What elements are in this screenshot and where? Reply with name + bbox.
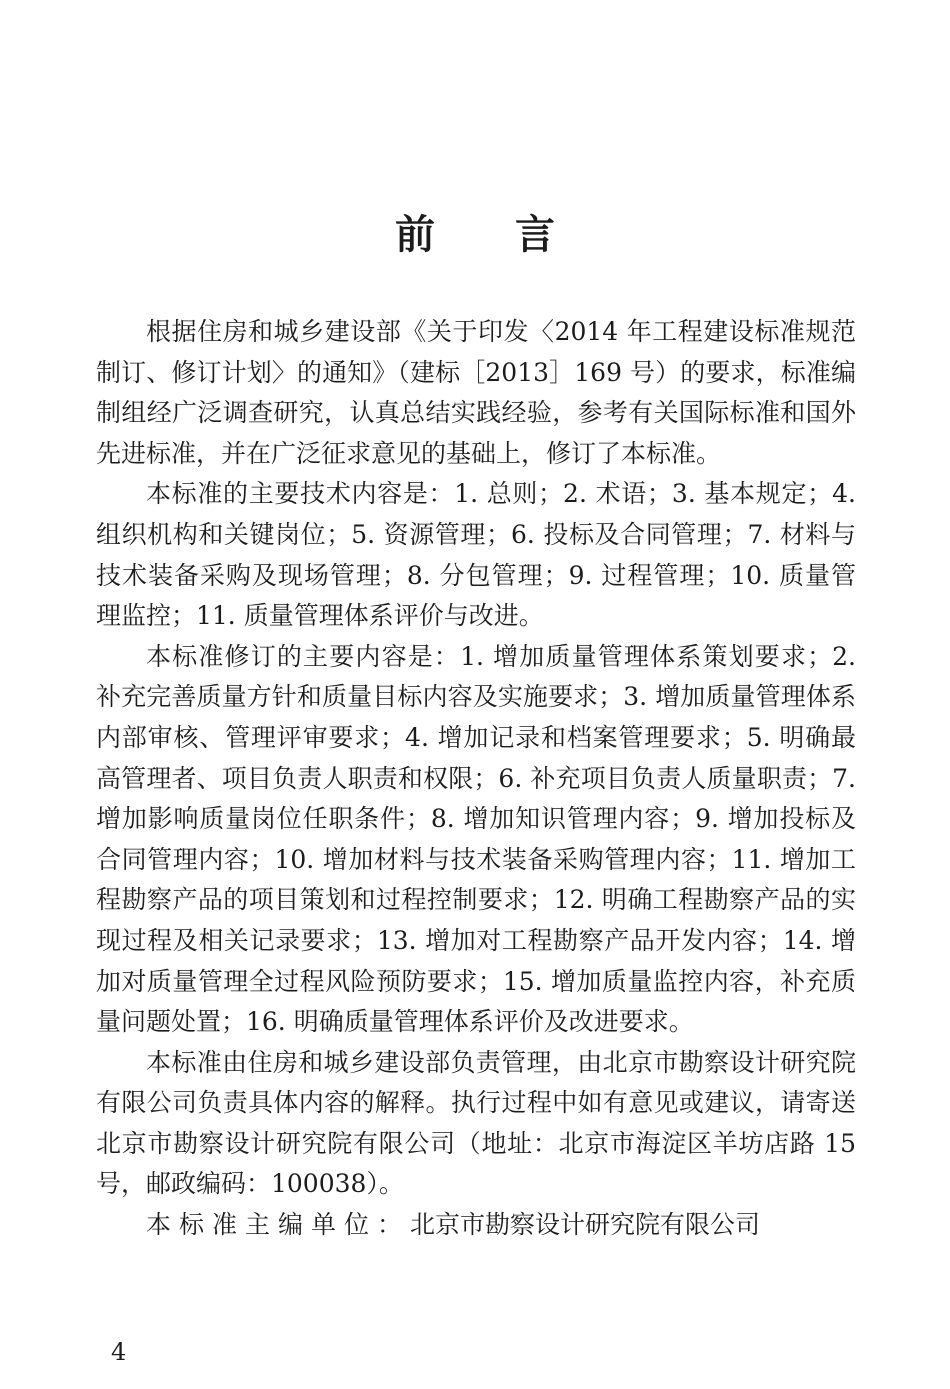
paragraph-revision-content: 本标准修订的主要内容是：1. 增加质量管理体系策划要求；2. 补充完善质量方针和质量目标内容及实施要求；3. 增加质量管理体系内部审核、管理评审要求；4. 增加记录和档案管理要求；5. 明确最高管理者、项目负责人职责和权限；6. 补充项目负责人质量职责；7. 增加影响质量岗位任职条件；8. 增加知识管理内容；9. 增加投标及合同管理内容；10. 增加材料与技术装备采购管理内容；11. 增加工程勘察产品的项目策划和过程控制要求；12. 明确工程勘察产品的实现过程及相关记录要求；13. 增加对工程勘察产品开发内容；14. 增加对质量管理全过程风险预防要求；15. 增加质量监控内容，补充质量问题处置；16. 明确质量管理体系评价及改进要求。 (96, 641, 856, 1037)
page-title (0, 203, 950, 260)
paragraph-management-contact: 本标准由住房和城乡建设部负责管理，由北京市勘察设计研究院有限公司负责具体内容的解释。执行过程中如有意见或建议，请寄送北京市勘察设计研究院有限公司（地址：北京市海淀区羊坊店路 15 号，邮政编码：100038）。 (96, 1047, 856, 1199)
paragraph-revision-basis: 根据住房和城乡建设部《关于印发〈2014 年工程建设标准规范制订、修订计划〉的通知》（建标［2013］169 号）的要求，标准编制组经广泛调查研究，认真总结实践经验，参考有关国际标准和国外先进标准，并在广泛征求意见的基础上，修订了本标准。 (96, 317, 856, 468)
chief-editor-label: 本标准主编单位： (146, 1210, 411, 1240)
body-text (96, 312, 856, 1246)
chief-editor-line (96, 1205, 856, 1246)
title-char-1: 前 (395, 211, 435, 258)
chief-editor-value: 北京市勘察设计研究院有限公司 (410, 1210, 761, 1240)
title-char-2: 言 (515, 211, 555, 258)
paragraph-main-technical-content: 本标准的主要技术内容是：1. 总则；2. 术语；3. 基本规定；4. 组织机构和关键岗位；5. 资源管理；6. 投标及合同管理；7. 材料与技术装备采购及现场管理；8. 分包管理；9. 过程管理；10. 质量管理监控；11. 质量管理体系评价与改进。 (96, 479, 856, 631)
page-number: 4 (111, 1338, 127, 1366)
